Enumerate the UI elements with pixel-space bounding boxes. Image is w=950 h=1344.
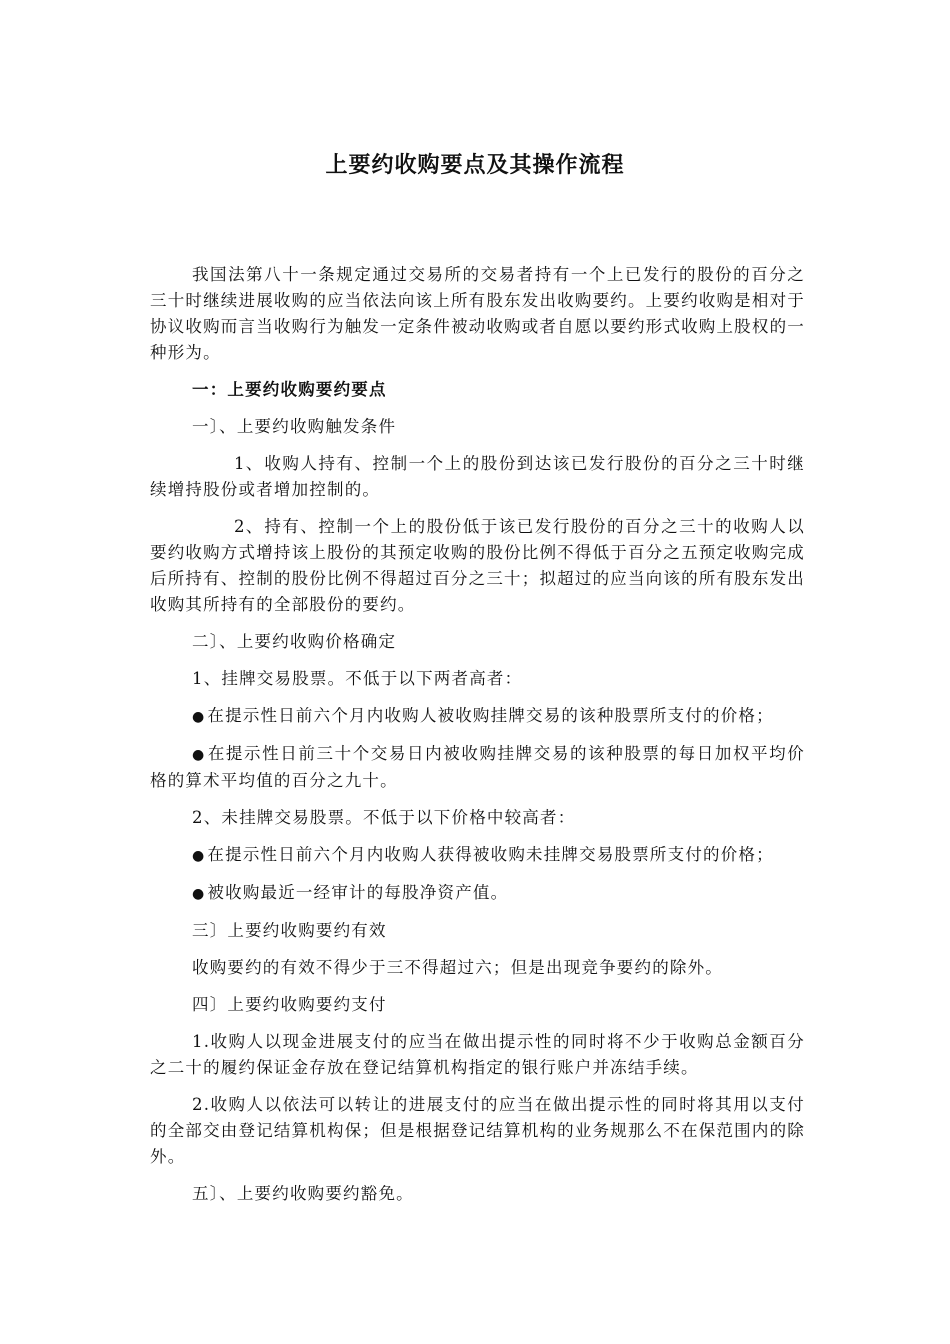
section-heading-1: 一：上要约收购要约要点 (192, 380, 387, 399)
bullet-icon: ● (192, 886, 206, 902)
listed-bullet-1-text: 在提示性日前六个月内收购人被收购挂牌交易的该种股票所支付的价格； (207, 706, 774, 725)
unlisted-bullet-2-text: 被收购最近一经审计的每股净资产值。 (207, 883, 509, 902)
trigger-condition-1 (150, 451, 805, 503)
trigger-number-2: 2、 (234, 517, 264, 536)
unlisted-stock-heading: 2、未挂牌交易股票。不低于以下价格中较高者： (192, 808, 576, 827)
subsection-heading-trigger: 一〕、上要约收购触发条件 (192, 417, 397, 436)
payment-paragraph-2: 2.收购人以依法可以转让的进展支付的应当在做出提示性的同时将其用以支付的全部交由登记结算机构保；但是根据登记结算机构的业务规那么不在保范围内的除外。 (150, 1095, 805, 1166)
unlisted-bullet-1-text: 在提示性日前六个月内收购人获得被收购未挂牌交易股票所支付的价格； (207, 845, 774, 864)
trigger-condition-2 (150, 514, 805, 618)
listed-bullet-1 (150, 703, 805, 730)
subsection-heading-payment: 四〕上要约收购要约支付 (192, 995, 387, 1014)
unlisted-bullet-1 (150, 842, 805, 869)
listed-bullet-2 (150, 741, 805, 794)
unlisted-bullet-2 (150, 880, 805, 907)
validity-paragraph: 收购要约的有效不得少于三不得超过六；但是出现竞争要约的除外。 (192, 958, 723, 977)
subsection-heading-validity: 三〕上要约收购要约有效 (192, 921, 387, 940)
document-title: 上要约收购要点及其操作流程 (325, 152, 625, 178)
document-body (150, 262, 805, 1218)
subsection-heading-price: 二〕、上要约收购价格确定 (192, 632, 397, 651)
trigger-number-1: 1、 (234, 454, 264, 473)
trigger-text-2: 持有、控制一个上的股份低于该已发行股份的百分之三十的收购人以要约收购方式增持该上股份的其预定收购的股份比例不得低于百分之五预定收购完成后所持有、控制的股份比例不得超过百分之三十；拟超过的应当向该的所有股东发出收购其所持有的全部股份的要约。 (150, 517, 805, 614)
bullet-icon: ● (192, 747, 206, 763)
trigger-text-1: 收购人持有、控制一个上的股份到达该已发行股份的百分之三十时继续增持股份或者增加控制的。 (150, 454, 805, 499)
bullet-icon: ● (192, 709, 206, 725)
listed-stock-heading: 1、挂牌交易股票。不低于以下两者高者： (192, 669, 523, 688)
subsection-heading-exemption: 五〕、上要约收购要约豁免。 (192, 1184, 414, 1203)
bullet-icon: ● (192, 848, 206, 864)
payment-paragraph-1: 1.收购人以现金进展支付的应当在做出提示性的同时将不少于收购总金额百分之二十的履约保证金存放在登记结算机构指定的银行账户并冻结手续。 (150, 1032, 805, 1077)
listed-bullet-2-text: 在提示性日前三十个交易日内被收购挂牌交易的该种股票的每日加权平均价格的算术平均值的百分之九十。 (150, 744, 805, 790)
intro-paragraph: 我国法第八十一条规定通过交易所的交易者持有一个上已发行的股份的百分之三十时继续进展收购的应当依法向该上所有股东发出收购要约。上要约收购是相对于协议收购而言当收购行为触发一定条件被动收购或者自愿以要约形式收购上股权的一种形为。 (150, 265, 805, 362)
